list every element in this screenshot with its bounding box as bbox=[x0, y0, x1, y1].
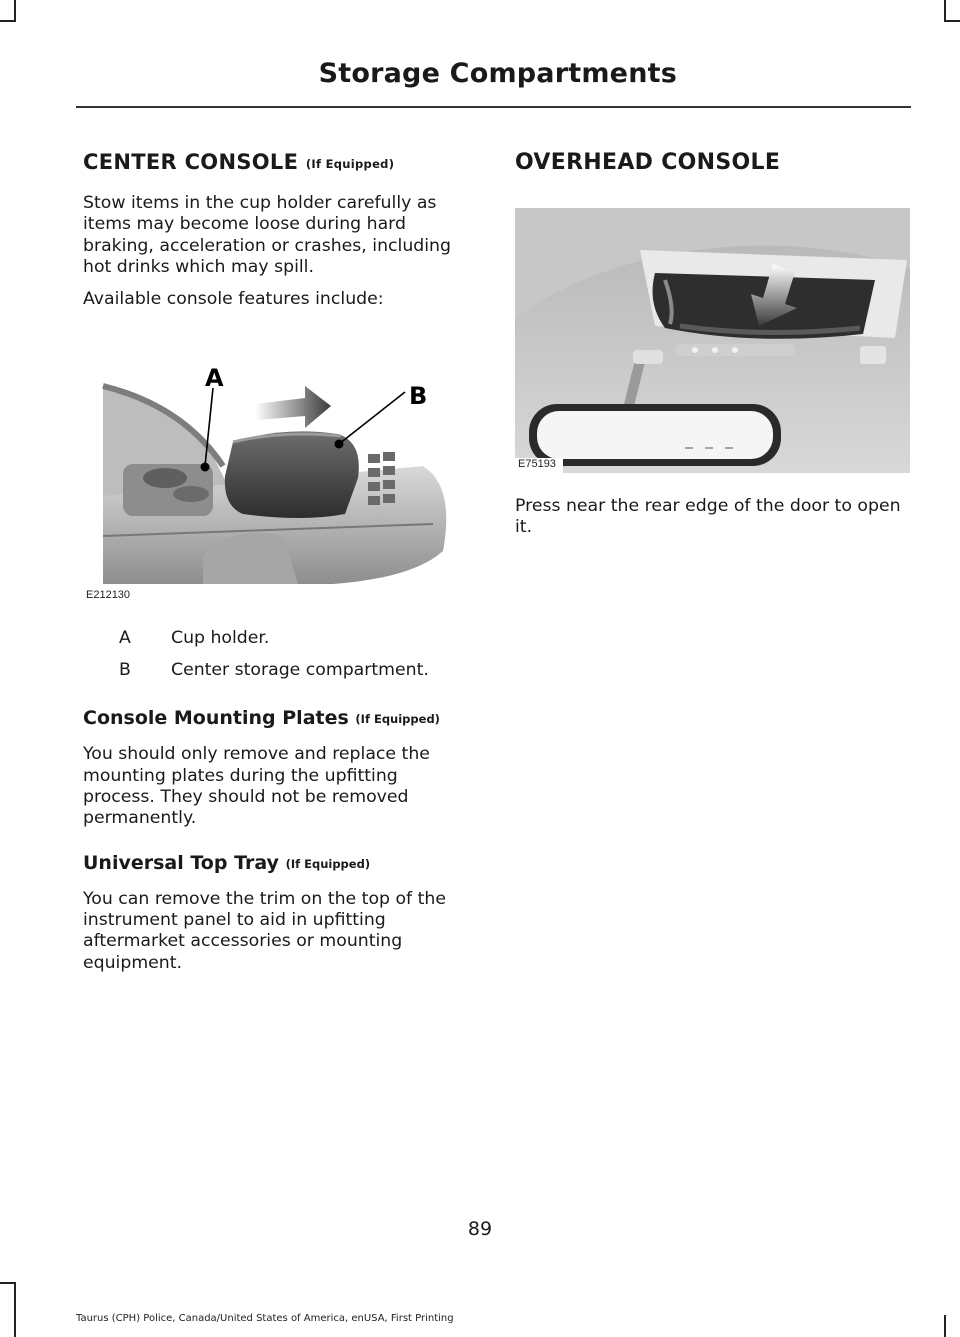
crop-mark-top-right-h bbox=[944, 20, 960, 22]
center-console-figure bbox=[83, 346, 475, 604]
publication-info: Taurus (CPH) Police, Canada/United States of America, enUSA, First Printing bbox=[76, 1313, 454, 1324]
figure-legend bbox=[83, 628, 475, 681]
crop-mark-top-left bbox=[14, 0, 16, 22]
legend-row-b bbox=[83, 660, 475, 681]
section-title: Storage Compartments bbox=[318, 58, 677, 89]
legend-text: Center storage compartment. bbox=[171, 660, 429, 681]
page-number: 89 bbox=[467, 1218, 493, 1240]
mounting-plates-para: You should only remove and replace the mounting plates during the upfitting process. They should not be removed permanently. bbox=[83, 744, 430, 829]
crop-mark-top-right bbox=[944, 0, 946, 22]
legend-key: A bbox=[119, 628, 131, 649]
crop-mark-top-left-h bbox=[0, 20, 16, 22]
overhead-console-para: Press near the rear edge of the door to open it. bbox=[515, 496, 901, 538]
overhead-console-illustration bbox=[515, 208, 910, 473]
top-tray-heading: Universal Top Tray (If Equipped) bbox=[83, 851, 371, 874]
header-rule bbox=[76, 106, 911, 108]
top-tray-para: You can remove the trim on the top of the instrument panel to aid in upfitting aftermarket accessories or mounting equipment. bbox=[83, 888, 446, 973]
mounting-plates-heading: Console Mounting Plates (If Equipped) bbox=[83, 707, 440, 730]
overhead-console-figure bbox=[515, 208, 910, 473]
legend-key: B bbox=[119, 660, 131, 681]
figure-id: E75193 bbox=[518, 458, 556, 470]
overhead-console-heading: OVERHEAD CONSOLE bbox=[515, 150, 781, 175]
center-console-illustration bbox=[83, 346, 475, 604]
left-column bbox=[83, 150, 475, 974]
crop-mark-bottom-left bbox=[14, 1282, 16, 1337]
legend-text: Cup holder. bbox=[171, 628, 270, 649]
legend-row-a bbox=[83, 628, 475, 649]
callout-b: B bbox=[409, 382, 428, 411]
figure-id: E212130 bbox=[86, 589, 131, 602]
crop-mark-bottom-left-h bbox=[0, 1282, 16, 1284]
center-console-para-2: Available console features include: bbox=[83, 289, 384, 310]
center-console-para-1: Stow items in the cup holder carefully as items may become loose during hard braking, acceleration or crashes, including hot drinks which may spill. bbox=[83, 193, 451, 277]
crop-mark-bottom-right bbox=[944, 1315, 946, 1337]
right-column bbox=[515, 150, 910, 539]
center-console-heading: CENTER CONSOLE (If Equipped) bbox=[83, 150, 395, 174]
callout-a: A bbox=[205, 364, 224, 393]
